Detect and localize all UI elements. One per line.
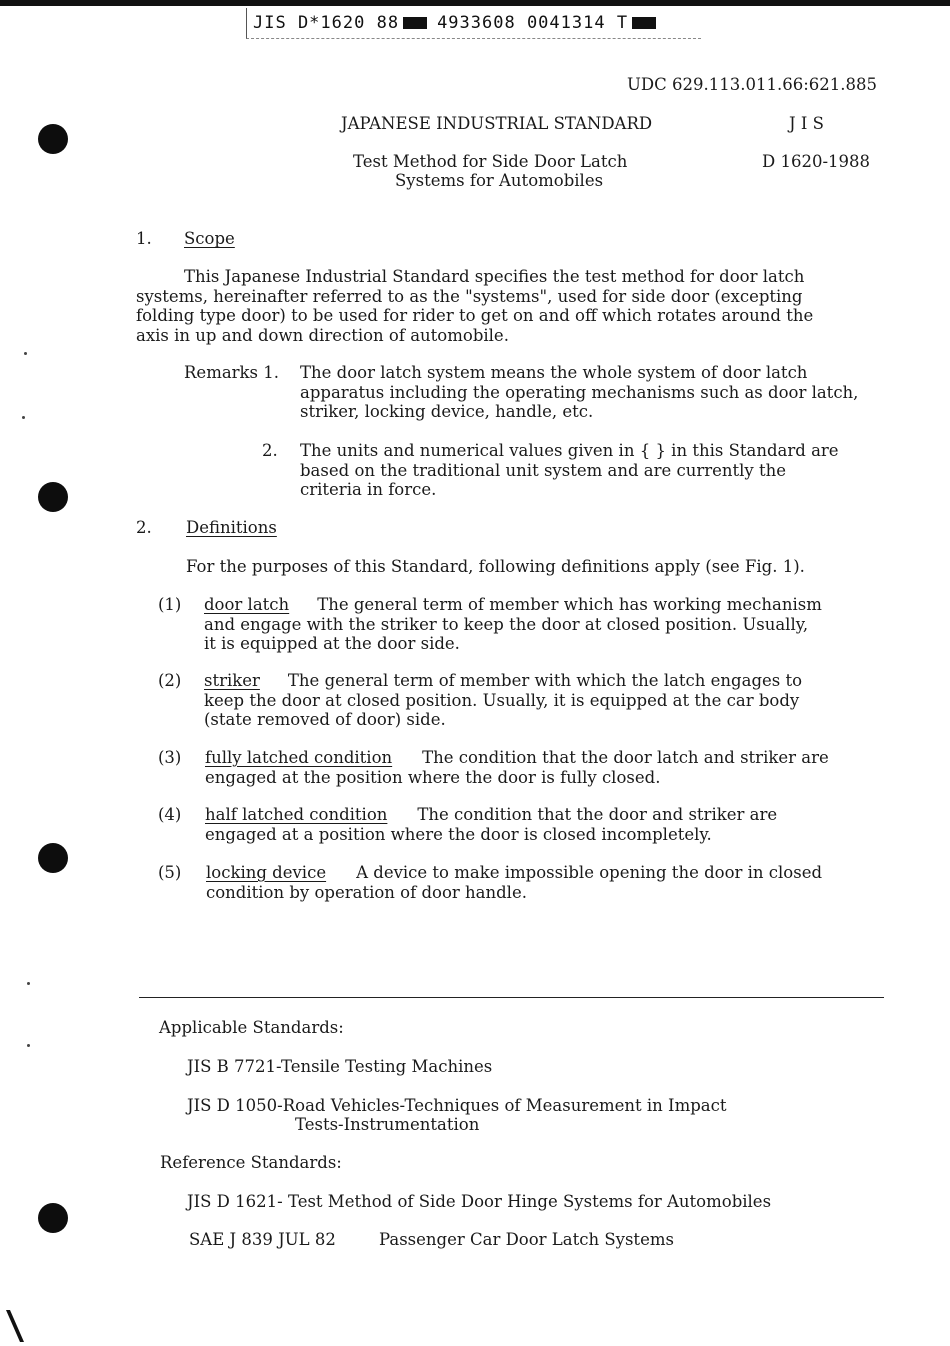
- section-number-1: 1.: [136, 229, 152, 248]
- definition-term-striker: striker: [204, 671, 260, 690]
- jis-mark: J I S: [789, 114, 824, 133]
- scan-corner-mark: [2, 1306, 28, 1346]
- definition-5-line-2: condition by operation of door handle.: [206, 882, 527, 902]
- definition-number-5: (5): [158, 863, 182, 882]
- definition-5: [206, 863, 822, 902]
- remark-1-line-3: striker, locking device, handle, etc.: [300, 402, 594, 421]
- stamp-block-mark-end: [632, 17, 656, 29]
- remark-2-line-1: The units and numerical values given in { } in this Standard are: [300, 441, 839, 460]
- binder-hole-1: [38, 124, 68, 154]
- definition-5-first: A device to make impossible opening the door in closed: [356, 863, 823, 882]
- definition-term-locking-device: locking device: [206, 863, 327, 882]
- section-number-2: 2.: [136, 518, 152, 537]
- scope-line-2: systems, hereinafter referred to as the "systems", used for side door (excepting: [136, 286, 803, 306]
- binder-hole-4: [38, 1203, 68, 1233]
- remark-1-line-1: The door latch system means the whole system of door latch: [300, 363, 808, 382]
- remark-2: [300, 441, 839, 500]
- definition-1-first: The general term of member which has working mechanism: [317, 595, 822, 614]
- applicable-standard-2: JIS D 1050-Road Vehicles-Techniques of Measurement in Impact: [187, 1096, 727, 1115]
- section-heading-definitions: Definitions: [186, 518, 277, 537]
- definition-number-2: (2): [158, 671, 182, 690]
- definition-number-3: (3): [158, 748, 182, 767]
- stamp-block-mark: [403, 17, 427, 29]
- scan-speck: [27, 1044, 30, 1047]
- definition-2: [204, 671, 802, 730]
- definition-2-line-3: (state removed of door) side.: [204, 710, 446, 729]
- standard-body: JAPANESE INDUSTRIAL STANDARD: [341, 114, 653, 133]
- standard-number: D 1620-1988: [762, 152, 871, 171]
- definition-1-line-3: it is equipped at the door side.: [204, 634, 460, 653]
- definition-3: [205, 748, 829, 787]
- definition-2-first: The general term of member with which the latch engages to: [287, 671, 803, 690]
- definition-1: [204, 595, 822, 654]
- applicable-standards-label: Applicable Standards:: [159, 1018, 344, 1037]
- scan-speck: [22, 416, 25, 419]
- definition-term-half-latched: half latched condition: [205, 805, 388, 824]
- scan-top-edge: [0, 0, 950, 6]
- reference-standard-2-title: Passenger Car Door Latch Systems: [379, 1230, 674, 1249]
- stamp-text-a: JIS D*1620 88: [253, 13, 400, 33]
- document-stamp: [246, 8, 701, 39]
- reference-standard-2-code: SAE J 839 JUL 82: [189, 1230, 336, 1249]
- remarks-label: Remarks 1.: [184, 363, 280, 382]
- scope-line-3: folding type door) to be used for rider to get on and off which rotates around the: [136, 306, 814, 325]
- definition-term-fully-latched: fully latched condition: [205, 748, 393, 767]
- udc-code: UDC 629.113.011.66:621.885: [627, 75, 878, 94]
- scope-line-4: axis in up and down direction of automobile.: [136, 325, 509, 345]
- remark-2-line-3: criteria in force.: [300, 480, 437, 499]
- definitions-intro: For the purposes of this Standard, following definitions apply (see Fig. 1).: [186, 557, 805, 576]
- stamp-text-b: 4933608 0041314 T: [437, 13, 629, 33]
- binder-hole-3: [38, 843, 68, 873]
- scope-line-1: This Japanese Industrial Standard specifies the test method for door latch: [184, 267, 805, 286]
- reference-standard-1: JIS D 1621- Test Method of Side Door Hinge Systems for Automobiles: [187, 1192, 772, 1211]
- doc-title-line1: Test Method for Side Door Latch: [353, 152, 628, 171]
- definition-4-first: The condition that the door and striker are: [417, 805, 778, 824]
- remark-1-line-2: apparatus including the operating mechanisms such as door latch,: [300, 382, 859, 402]
- reference-standards-label: Reference Standards:: [160, 1153, 342, 1172]
- definition-2-line-2: keep the door at closed position. Usually, it is equipped at the car body: [204, 690, 800, 710]
- definition-4: [205, 805, 777, 844]
- section-heading-scope: Scope: [184, 229, 235, 248]
- remark-1: [300, 363, 858, 422]
- definition-4-line-2: engaged at a position where the door is closed incompletely.: [205, 824, 712, 844]
- remark-2-number: 2.: [262, 441, 278, 460]
- applicable-standard-1: JIS B 7721-Tensile Testing Machines: [187, 1057, 493, 1076]
- definition-3-line-2: engaged at the position where the door is fully closed.: [205, 767, 661, 787]
- definition-number-4: (4): [158, 805, 182, 824]
- footnote-divider: [139, 997, 884, 998]
- definition-1-line-2: and engage with the striker to keep the door at closed position. Usually,: [204, 614, 809, 634]
- definition-number-1: (1): [158, 595, 182, 614]
- remark-2-line-2: based on the traditional unit system and are currently the: [300, 460, 787, 480]
- scan-speck: [24, 352, 27, 355]
- doc-title-line2: Systems for Automobiles: [395, 171, 604, 190]
- definition-3-first: The condition that the door latch and striker are: [422, 748, 829, 767]
- scan-speck: [27, 982, 30, 985]
- definition-term-door-latch: door latch: [204, 595, 290, 614]
- binder-hole-2: [38, 482, 68, 512]
- applicable-standard-2-cont: Tests-Instrumentation: [295, 1115, 480, 1134]
- scope-paragraph: [136, 267, 813, 345]
